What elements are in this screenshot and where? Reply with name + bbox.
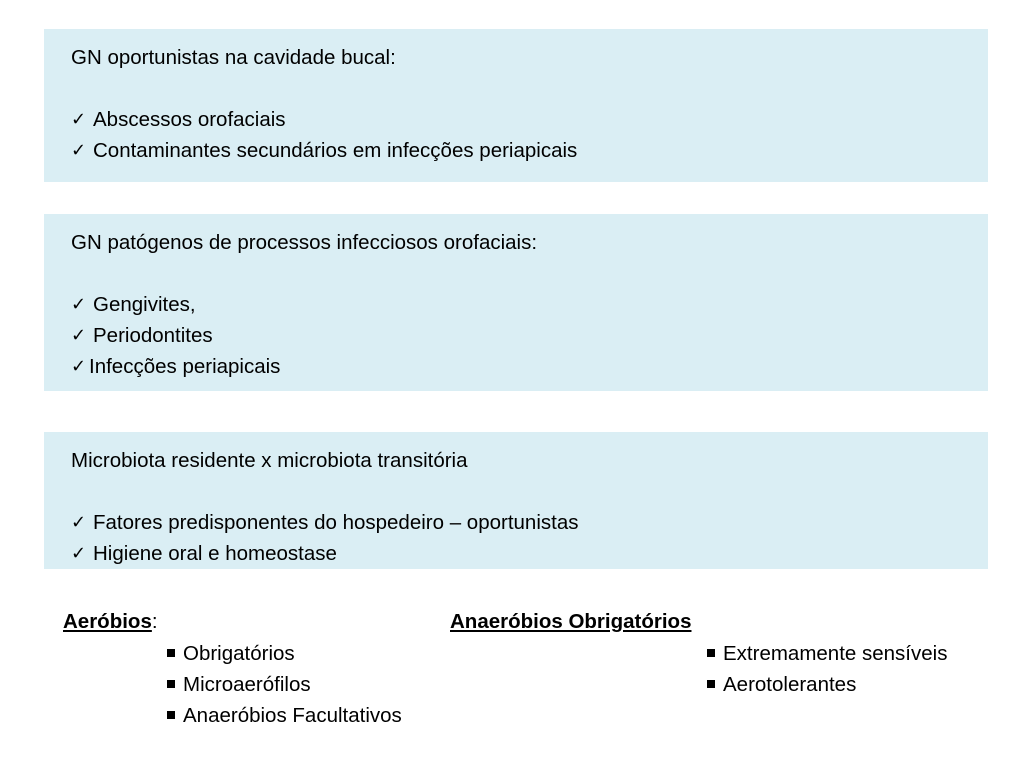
- list-item: [71, 351, 988, 382]
- list-item: [71, 538, 988, 569]
- checkmark-icon: ✓: [71, 140, 87, 160]
- checkmark-icon: ✓: [71, 294, 87, 314]
- anaerobios-item: Extremamente sensíveis: [707, 638, 947, 669]
- aerobios-item: Microaerófilos: [167, 669, 311, 700]
- checkmark-icon: ✓: [71, 356, 87, 376]
- list-item-label: Periodontites: [93, 324, 213, 347]
- checkmark-icon: ✓: [71, 512, 87, 532]
- list-item: [71, 135, 988, 166]
- checkmark-icon: ✓: [71, 109, 87, 129]
- list-item-label: Contaminantes secundários em infecções periapicais: [93, 139, 578, 162]
- aerobios-item: Obrigatórios: [167, 638, 295, 669]
- list-item-label: Infecções periapicais: [89, 355, 281, 378]
- list-item-label: Abscessos orofaciais: [93, 108, 286, 131]
- aerobios-heading-label: Aeróbios: [63, 610, 152, 633]
- box-title: GN oportunistas na cavidade bucal:: [71, 46, 396, 69]
- list-item: [71, 320, 988, 351]
- aerobios-heading: Aeróbios:: [63, 610, 158, 633]
- square-bullet-icon: [167, 711, 175, 719]
- square-bullet-icon: [167, 649, 175, 657]
- square-bullet-icon: [707, 680, 715, 688]
- box-title: GN patógenos de processos infecciosos orofaciais:: [71, 231, 538, 254]
- list-item-label: Higiene oral e homeostase: [93, 542, 337, 565]
- info-box-patogenos: [44, 214, 988, 391]
- anaerobios-heading-label: Anaeróbios Obrigatórios: [450, 610, 692, 633]
- box-title: Microbiota residente x microbiota transitória: [71, 449, 468, 472]
- square-bullet-icon: [707, 649, 715, 657]
- checkmark-icon: ✓: [71, 543, 87, 563]
- list-item: [71, 289, 988, 320]
- list-item-label: Gengivites,: [93, 293, 196, 316]
- list-item-label: Fatores predisponentes do hospedeiro – oportunistas: [93, 511, 579, 534]
- checkmark-icon: ✓: [71, 325, 87, 345]
- list-item: [71, 104, 988, 135]
- info-box-oportunistas: [44, 29, 988, 182]
- info-box-microbiota: [44, 432, 988, 569]
- anaerobios-heading: [450, 606, 691, 637]
- anaerobios-item: Aerotolerantes: [707, 669, 856, 700]
- list-item: [71, 507, 988, 538]
- aerobios-item: Anaeróbios Facultativos: [167, 700, 402, 731]
- square-bullet-icon: [167, 680, 175, 688]
